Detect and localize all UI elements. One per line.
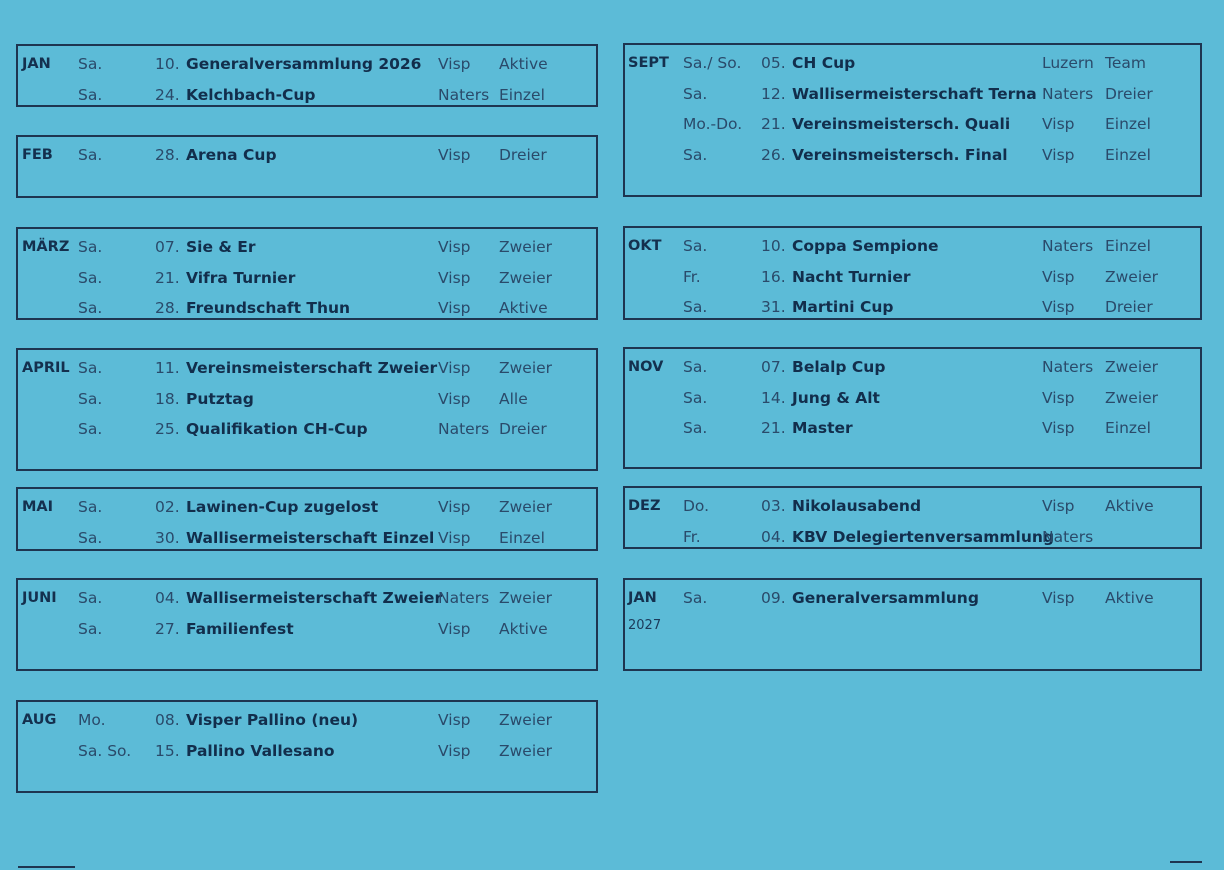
month-label: JAN bbox=[22, 56, 51, 72]
event-date: 02. bbox=[155, 498, 180, 516]
month-block-mai bbox=[16, 487, 598, 551]
event-date: 15. bbox=[155, 741, 180, 760]
event-weekday: Do. bbox=[683, 497, 710, 515]
event-name: Pallino Vallesano bbox=[186, 741, 335, 760]
event-location: Visp bbox=[438, 299, 471, 317]
event-location: Visp bbox=[1042, 388, 1075, 407]
event-name: Qualifikation CH-Cup bbox=[186, 420, 368, 438]
month-label: DEZ bbox=[628, 498, 661, 514]
event-date: 21. bbox=[155, 268, 180, 287]
event-date: 09. bbox=[761, 589, 786, 607]
event-date: 07. bbox=[155, 238, 180, 256]
event-weekday: Fr. bbox=[683, 527, 701, 546]
event-name: Belalp Cup bbox=[792, 358, 886, 376]
event-weekday: Sa./ So. bbox=[683, 54, 742, 72]
event-location: Visp bbox=[1042, 115, 1075, 133]
event-date: 10. bbox=[761, 237, 786, 255]
event-category: Zweier bbox=[1105, 358, 1159, 376]
event-category: Zweier bbox=[499, 589, 553, 607]
event-location: Naters bbox=[1042, 527, 1094, 546]
event-location: Visp bbox=[1042, 497, 1075, 515]
event-row bbox=[18, 418, 596, 440]
event-row bbox=[18, 53, 596, 75]
event-location: Visp bbox=[438, 741, 471, 760]
month-label: OKT bbox=[628, 238, 662, 254]
event-category: Einzel bbox=[1105, 115, 1151, 133]
event-date: 04. bbox=[155, 589, 180, 607]
event-date: 24. bbox=[155, 85, 180, 104]
event-row bbox=[625, 417, 1200, 439]
event-weekday: Sa. bbox=[78, 498, 103, 516]
event-location: Naters bbox=[438, 589, 490, 607]
event-date: 05. bbox=[761, 54, 786, 72]
event-row bbox=[18, 267, 596, 289]
month-block-feb bbox=[16, 135, 598, 198]
event-location: Visp bbox=[438, 359, 471, 377]
month-label: AUG bbox=[22, 712, 57, 728]
event-date: 27. bbox=[155, 619, 180, 638]
event-row bbox=[18, 587, 596, 609]
event-date: 14. bbox=[761, 388, 786, 407]
event-name: Lawinen-Cup zugelost bbox=[186, 498, 379, 516]
event-weekday: Sa. So. bbox=[78, 741, 132, 760]
event-date: 07. bbox=[761, 358, 786, 376]
event-row bbox=[18, 297, 596, 319]
event-name: Nacht Turnier bbox=[792, 267, 911, 286]
event-date: 10. bbox=[155, 55, 180, 73]
event-category: Dreier bbox=[1105, 298, 1153, 316]
month-block-april bbox=[16, 348, 598, 471]
event-weekday: Sa. bbox=[78, 299, 103, 317]
event-row bbox=[18, 84, 596, 106]
event-category: Aktive bbox=[499, 619, 548, 638]
event-weekday: Sa. bbox=[683, 589, 708, 607]
event-row bbox=[625, 387, 1200, 409]
event-category: Einzel bbox=[1105, 419, 1151, 437]
event-row bbox=[625, 144, 1200, 166]
event-category: Aktive bbox=[1105, 497, 1154, 515]
event-name: Coppa Sempione bbox=[792, 237, 939, 255]
event-location: Naters bbox=[1042, 358, 1094, 376]
month-block-aug bbox=[16, 700, 598, 793]
event-name: Wallisermeisterschaft Zweier bbox=[186, 589, 443, 607]
event-name: Vereinsmeistersch. Quali bbox=[792, 115, 1011, 133]
event-category: Zweier bbox=[1105, 388, 1159, 407]
event-location: Visp bbox=[1042, 589, 1075, 607]
event-name: Jung & Alt bbox=[792, 388, 880, 407]
event-name: Wallisermeisterschaft Einzel bbox=[186, 528, 435, 547]
event-name: Familienfest bbox=[186, 619, 294, 638]
month-label: SEPT bbox=[628, 55, 669, 71]
event-category: Einzel bbox=[499, 85, 545, 104]
event-category: Zweier bbox=[499, 498, 553, 516]
event-category: Aktive bbox=[499, 55, 548, 73]
crop-mark-left bbox=[18, 866, 75, 868]
event-weekday: Sa. bbox=[683, 298, 708, 316]
event-row bbox=[625, 266, 1200, 288]
event-category: Einzel bbox=[1105, 145, 1151, 164]
event-category: Dreier bbox=[499, 146, 547, 164]
event-weekday: Sa. bbox=[78, 146, 103, 164]
event-weekday: Sa. bbox=[78, 528, 103, 547]
event-weekday: Sa. bbox=[683, 419, 708, 437]
event-weekday: Sa. bbox=[683, 358, 708, 376]
event-row bbox=[18, 709, 596, 731]
event-weekday: Sa. bbox=[78, 420, 103, 438]
event-date: 26. bbox=[761, 145, 786, 164]
event-name: Freundschaft Thun bbox=[186, 299, 351, 317]
event-weekday: Mo. bbox=[78, 711, 106, 729]
event-category: Zweier bbox=[499, 238, 553, 256]
event-weekday: Sa. bbox=[683, 388, 708, 407]
event-name: CH Cup bbox=[792, 54, 856, 72]
event-category: Zweier bbox=[499, 359, 553, 377]
event-location: Visp bbox=[438, 268, 471, 287]
month-block-jan-2027 bbox=[623, 578, 1202, 671]
event-name: Arena Cup bbox=[186, 146, 277, 164]
event-location: Visp bbox=[438, 711, 471, 729]
event-location: Visp bbox=[1042, 419, 1075, 437]
event-location: Visp bbox=[1042, 145, 1075, 164]
event-row bbox=[18, 388, 596, 410]
event-date: 18. bbox=[155, 389, 180, 408]
event-date: 21. bbox=[761, 419, 786, 437]
month-block-dez bbox=[623, 486, 1202, 549]
event-row bbox=[18, 496, 596, 518]
event-row bbox=[18, 618, 596, 640]
event-location: Visp bbox=[438, 528, 471, 547]
event-row bbox=[625, 356, 1200, 378]
event-category: Zweier bbox=[499, 268, 553, 287]
event-date: 28. bbox=[155, 299, 180, 317]
event-name: Vereinsmeisterschaft Zweier bbox=[186, 359, 438, 377]
event-category: Team bbox=[1105, 54, 1146, 72]
event-date: 25. bbox=[155, 420, 180, 438]
event-date: 03. bbox=[761, 497, 786, 515]
event-row bbox=[625, 52, 1200, 74]
month-block-okt bbox=[623, 226, 1202, 320]
event-location: Visp bbox=[438, 146, 471, 164]
event-date: 04. bbox=[761, 527, 786, 546]
event-weekday: Sa. bbox=[683, 145, 708, 164]
event-weekday: Sa. bbox=[78, 589, 103, 607]
event-date: 30. bbox=[155, 528, 180, 547]
event-name: Master bbox=[792, 419, 853, 437]
event-date: 21. bbox=[761, 115, 786, 133]
event-row bbox=[625, 296, 1200, 318]
event-row bbox=[18, 144, 596, 166]
month-label: JUNI bbox=[22, 590, 57, 606]
month-block-märz bbox=[16, 227, 598, 320]
event-weekday: Sa. bbox=[78, 55, 103, 73]
event-location: Naters bbox=[1042, 84, 1094, 103]
event-row bbox=[625, 235, 1200, 257]
event-row bbox=[18, 236, 596, 258]
event-category: Zweier bbox=[499, 711, 553, 729]
event-row bbox=[18, 740, 596, 762]
event-category: Dreier bbox=[1105, 84, 1153, 103]
event-weekday: Sa. bbox=[78, 85, 103, 104]
event-name: Visper Pallino (neu) bbox=[186, 711, 359, 729]
year-label: 2027 bbox=[628, 618, 662, 633]
event-category: Zweier bbox=[499, 741, 553, 760]
event-weekday: Sa. bbox=[78, 359, 103, 377]
event-location: Naters bbox=[438, 420, 490, 438]
event-date: 08. bbox=[155, 711, 180, 729]
event-row bbox=[625, 526, 1200, 548]
event-weekday: Mo.-Do. bbox=[683, 115, 743, 133]
month-block-juni bbox=[16, 578, 598, 671]
event-weekday: Sa. bbox=[78, 238, 103, 256]
crop-mark-right bbox=[1170, 861, 1202, 863]
month-label: MÄRZ bbox=[22, 239, 70, 255]
event-category: Einzel bbox=[499, 528, 545, 547]
event-category: Einzel bbox=[1105, 237, 1151, 255]
event-weekday: Sa. bbox=[78, 389, 103, 408]
event-location: Visp bbox=[438, 389, 471, 408]
month-block-sept bbox=[623, 43, 1202, 197]
event-category: Dreier bbox=[499, 420, 547, 438]
event-category: Alle bbox=[499, 389, 528, 408]
event-name: KBV Delegiertenversammlung bbox=[792, 527, 1055, 546]
event-row bbox=[18, 527, 596, 549]
event-name: Martini Cup bbox=[792, 298, 894, 316]
month-label: MAI bbox=[22, 499, 54, 515]
event-name: Kelchbach-Cup bbox=[186, 85, 316, 104]
event-date: 31. bbox=[761, 298, 786, 316]
event-weekday: Fr. bbox=[683, 267, 701, 286]
event-location: Visp bbox=[438, 55, 471, 73]
event-location: Luzern bbox=[1042, 54, 1094, 72]
event-weekday: Sa. bbox=[683, 84, 708, 103]
event-location: Visp bbox=[438, 619, 471, 638]
event-weekday: Sa. bbox=[78, 268, 103, 287]
event-location: Visp bbox=[438, 498, 471, 516]
event-category: Zweier bbox=[1105, 267, 1159, 286]
event-date: 16. bbox=[761, 267, 786, 286]
month-label: APRIL bbox=[22, 360, 70, 376]
event-row bbox=[625, 587, 1200, 609]
month-label: NOV bbox=[628, 359, 664, 375]
month-label: JAN bbox=[628, 590, 657, 606]
event-category: Aktive bbox=[1105, 589, 1154, 607]
event-location: Visp bbox=[1042, 267, 1075, 286]
month-block-jan bbox=[16, 44, 598, 107]
month-block-nov bbox=[623, 347, 1202, 469]
event-location: Naters bbox=[438, 85, 490, 104]
event-location: Visp bbox=[1042, 298, 1075, 316]
event-weekday: Sa. bbox=[78, 619, 103, 638]
event-row bbox=[625, 83, 1200, 105]
event-weekday: Sa. bbox=[683, 237, 708, 255]
event-row bbox=[18, 357, 596, 379]
event-row bbox=[625, 113, 1200, 135]
event-location: Naters bbox=[1042, 237, 1094, 255]
event-date: 11. bbox=[155, 359, 180, 377]
event-location: Visp bbox=[438, 238, 471, 256]
month-label: FEB bbox=[22, 147, 53, 163]
event-name: Wallisermeisterschaft Terna bbox=[792, 84, 1037, 103]
event-name: Generalversammlung 2026 bbox=[186, 55, 422, 73]
event-name: Vifra Turnier bbox=[186, 268, 296, 287]
event-name: Putztag bbox=[186, 389, 254, 408]
event-name: Vereinsmeistersch. Final bbox=[792, 145, 1008, 164]
event-date: 28. bbox=[155, 146, 180, 164]
event-name: Generalversammlung bbox=[792, 589, 979, 607]
event-name: Nikolausabend bbox=[792, 497, 922, 515]
event-date: 12. bbox=[761, 84, 786, 103]
event-category: Aktive bbox=[499, 299, 548, 317]
event-name: Sie & Er bbox=[186, 238, 256, 256]
event-row bbox=[625, 495, 1200, 517]
